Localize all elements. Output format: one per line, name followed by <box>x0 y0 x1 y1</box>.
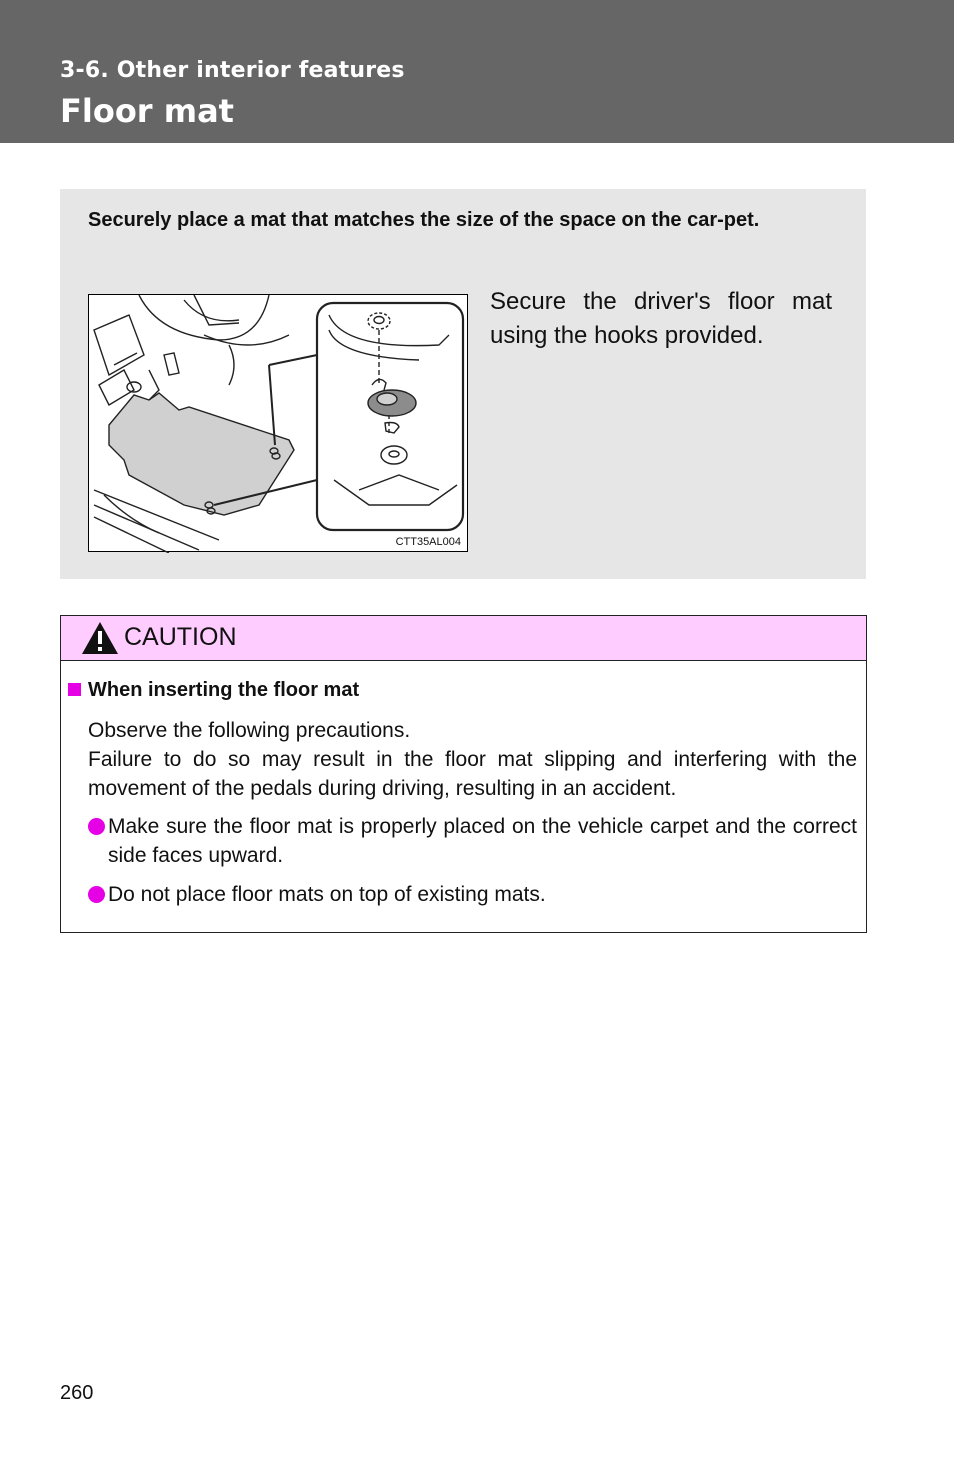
caution-subheading <box>68 679 359 702</box>
caution-bullet-2 <box>88 880 857 909</box>
floor-mat-drawing <box>89 295 469 553</box>
bullet-dot-icon <box>88 886 105 903</box>
warning-triangle-icon <box>81 621 119 655</box>
square-bullet-icon <box>68 683 81 696</box>
page-header <box>0 0 954 143</box>
figure-description: Secure the driver's floor mat using the hooks provided. <box>490 288 832 349</box>
caution-box <box>60 615 867 933</box>
page-title: Floor mat <box>60 92 234 130</box>
intro-text: Securely place a mat that matches the size of the space on the car-pet. <box>88 209 760 231</box>
caution-header <box>61 616 866 661</box>
figure-code: CTT35AL004 <box>395 536 461 548</box>
page-number: 260 <box>60 1382 94 1404</box>
caution-label: CAUTION <box>124 623 237 651</box>
caution-bullet-1 <box>88 812 857 870</box>
caution-bullet-1-text: Make sure the floor mat is properly placed on the vehicle carpet and the correct side faces upward. <box>108 815 857 867</box>
caution-subheading-text: When inserting the floor mat <box>88 679 360 701</box>
info-box <box>60 189 866 579</box>
caution-paragraph-2: Failure to do so may result in the floor mat slipping and interfering with the movement of the pedals during driving, resulting in an accident. <box>88 748 857 800</box>
floor-mat-illustration <box>88 294 468 552</box>
bullet-dot-icon <box>88 818 105 835</box>
caution-bullet-2-text: Do not place floor mats on top of existing mats. <box>108 883 546 906</box>
caution-paragraph-1: Observe the following precautions. <box>88 719 411 742</box>
section-label: 3-6. Other interior features <box>60 58 405 83</box>
